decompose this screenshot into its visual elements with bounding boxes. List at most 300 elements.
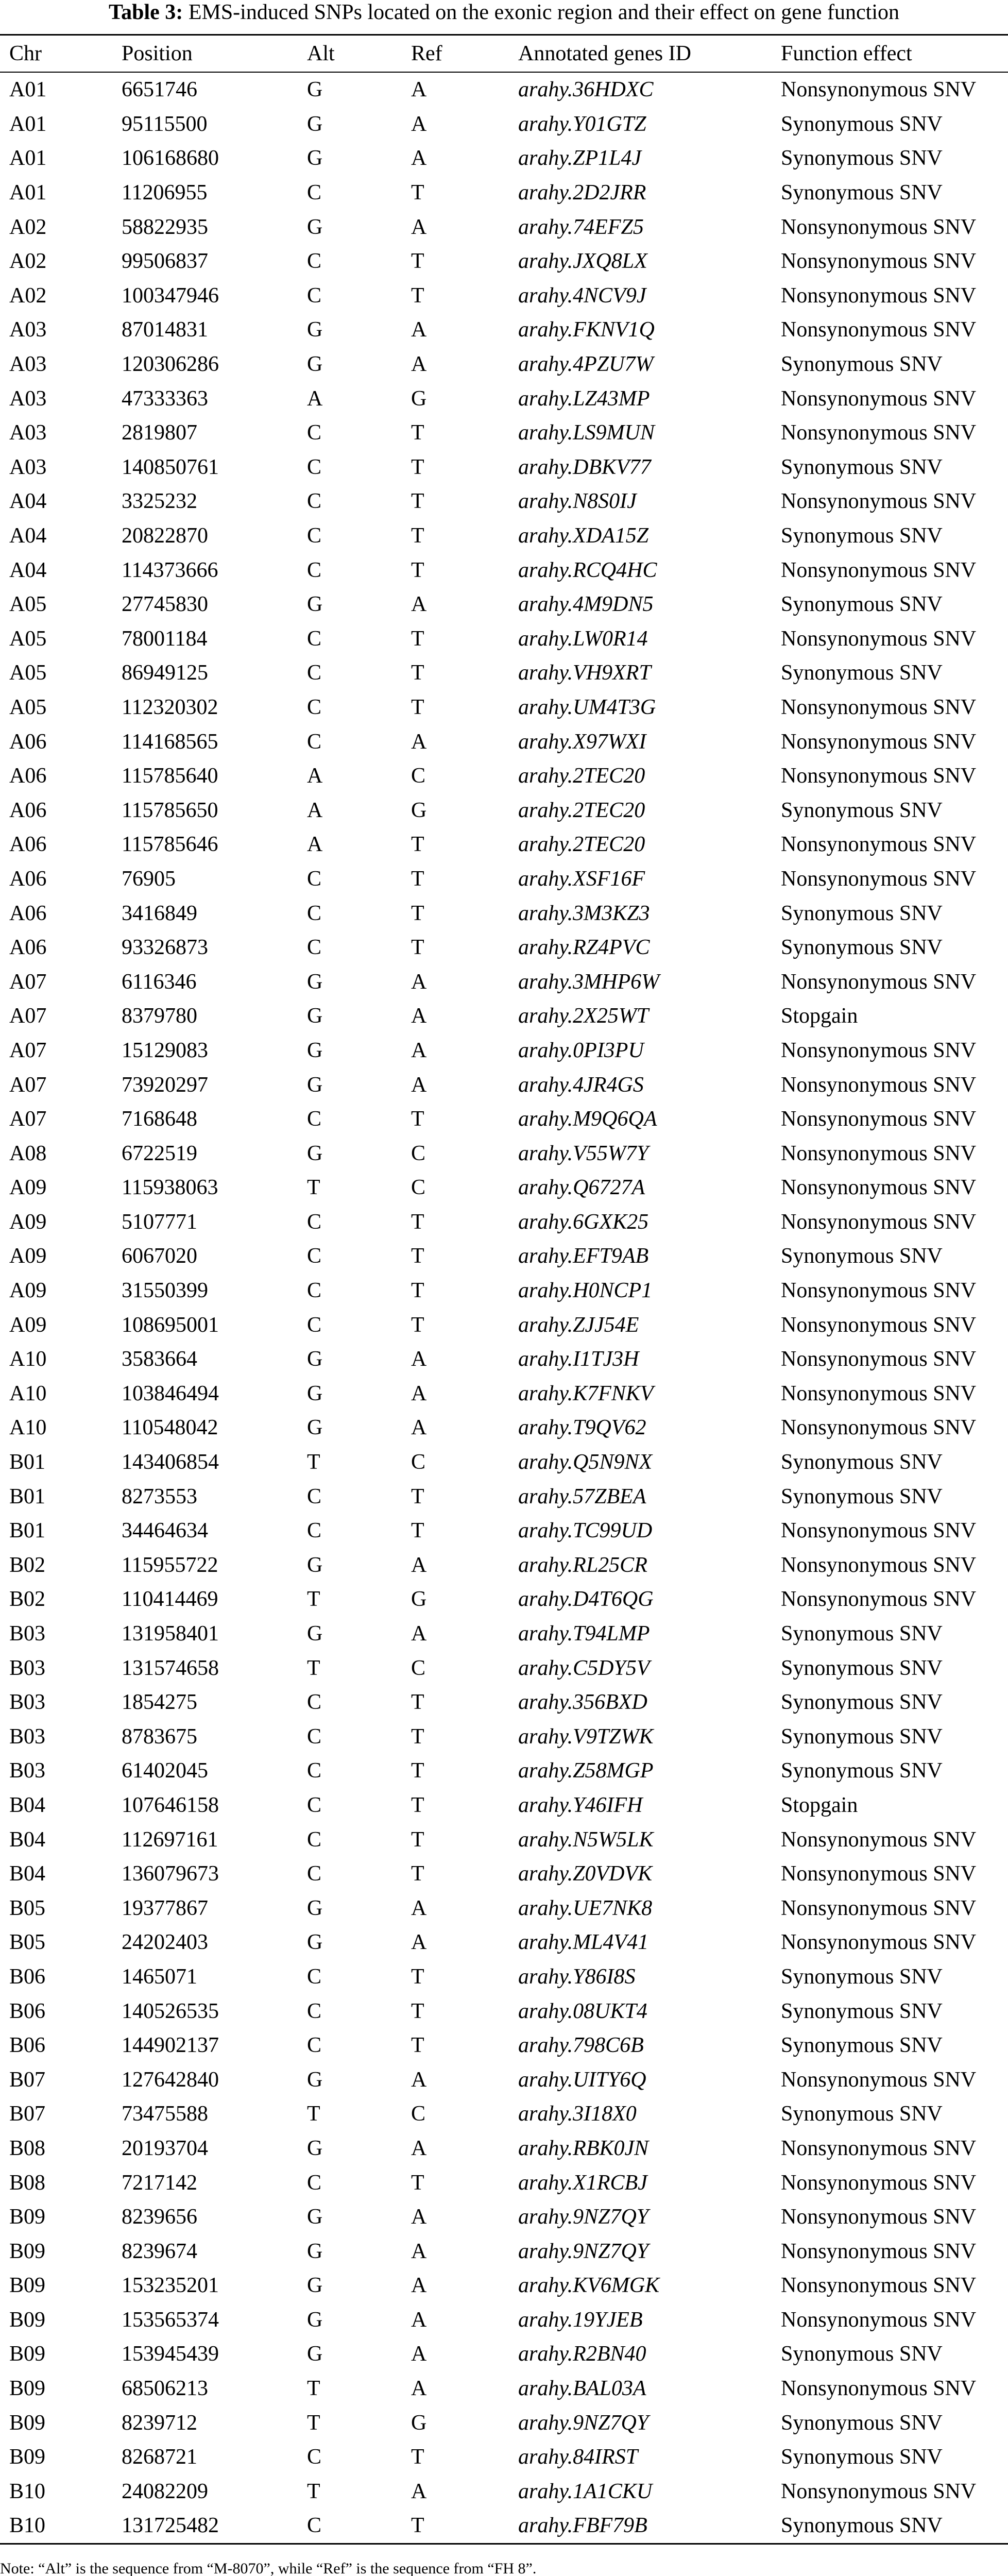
cell-chr: A06 (9, 730, 47, 754)
table-row (0, 381, 1008, 416)
cell-gene-id: arahy.Z0VDVK (518, 1862, 653, 1886)
cell-ref: A (411, 318, 427, 342)
cell-alt: T (307, 1176, 320, 1200)
cell-ref: T (411, 421, 424, 445)
table-row (0, 587, 1008, 622)
cell-chr: B10 (9, 2479, 46, 2503)
table-row (0, 2200, 1008, 2234)
cell-alt: C (307, 181, 322, 205)
cell-chr: B05 (9, 1896, 46, 1920)
cell-position: 143406854 (122, 1450, 219, 1475)
cell-function-effect: Synonymous SNV (781, 112, 943, 136)
table-body (0, 72, 1008, 2544)
table-row (0, 519, 1008, 553)
table-row (0, 1754, 1008, 1788)
table-row (0, 2028, 1008, 2063)
table-row (0, 1994, 1008, 2028)
cell-ref: C (411, 1656, 426, 1680)
cell-gene-id: arahy.2X25WT (518, 1004, 649, 1028)
cell-chr: A09 (9, 1244, 47, 1268)
cell-alt: A (307, 386, 323, 411)
cell-ref: T (411, 524, 424, 548)
cell-ref: T (411, 1862, 424, 1886)
cell-alt: C (307, 1690, 322, 1715)
cell-gene-id: arahy.4JR4GS (518, 1073, 644, 1097)
cell-alt: C (307, 1210, 322, 1234)
cell-function-effect: Synonymous SNV (781, 352, 943, 377)
cell-position: 136079673 (122, 1862, 219, 1886)
cell-chr: B09 (9, 2308, 46, 2332)
cell-position: 115785646 (122, 833, 218, 857)
cell-alt: C (307, 2445, 322, 2469)
cell-position: 3325232 (122, 489, 197, 514)
cell-chr: B03 (9, 1690, 46, 1715)
cell-position: 8783675 (122, 1724, 197, 1749)
cell-alt: G (307, 1004, 323, 1028)
table-row (0, 1720, 1008, 1754)
cell-gene-id: arahy.ML4V41 (518, 1930, 649, 1955)
cell-ref: A (411, 2274, 427, 2298)
cell-alt: G (307, 1416, 323, 1440)
cell-gene-id: arahy.9NZ7QY (518, 2205, 649, 2229)
table-row (0, 2440, 1008, 2475)
cell-alt: C (307, 2171, 322, 2195)
cell-position: 110414469 (122, 1587, 218, 1612)
cell-function-effect: Synonymous SNV (781, 592, 943, 617)
table-row (0, 2268, 1008, 2303)
cell-gene-id: arahy.4PZU7W (518, 352, 654, 377)
cell-gene-id: arahy.2TEC20 (518, 833, 645, 857)
table-row (0, 1788, 1008, 1823)
table-row (0, 416, 1008, 450)
cell-function-effect: Nonsynonymous SNV (781, 2239, 977, 2263)
cell-function-effect: Nonsynonymous SNV (781, 1930, 977, 1955)
cell-ref: C (411, 2102, 426, 2126)
cell-gene-id: arahy.57ZBEA (518, 1484, 646, 1509)
table-row (0, 1479, 1008, 1514)
cell-ref: T (411, 867, 424, 891)
cell-position: 7168648 (122, 1107, 197, 1131)
cell-alt: G (307, 78, 323, 102)
cell-function-effect: Synonymous SNV (781, 936, 943, 960)
cell-chr: B03 (9, 1759, 46, 1783)
column-header-gene-id: Annotated genes ID (518, 42, 691, 65)
cell-gene-id: arahy.2D2JRR (518, 181, 646, 205)
cell-gene-id: arahy.Y01GTZ (518, 112, 646, 136)
cell-gene-id: arahy.3MHP6W (518, 970, 660, 994)
table-row (0, 1857, 1008, 1891)
cell-position: 1854275 (122, 1690, 197, 1715)
cell-position: 3583664 (122, 1347, 197, 1371)
cell-gene-id: arahy.UE7NK8 (518, 1896, 653, 1920)
cell-function-effect: Synonymous SNV (781, 1759, 943, 1783)
cell-ref: A (411, 146, 427, 171)
cell-ref: T (411, 833, 424, 857)
table-row (0, 2131, 1008, 2166)
cell-function-effect: Stopgain (781, 1004, 858, 1028)
cell-gene-id: arahy.FKNV1Q (518, 318, 655, 342)
table-row (0, 450, 1008, 485)
cell-alt: C (307, 1313, 322, 1337)
cell-gene-id: arahy.6GXK25 (518, 1210, 649, 1234)
cell-chr: B06 (9, 1999, 46, 2023)
cell-ref: A (411, 1347, 427, 1371)
table-row (0, 827, 1008, 862)
cell-alt: C (307, 1827, 322, 1852)
cell-gene-id: arahy.3M3KZ3 (518, 901, 650, 925)
cell-ref: A (411, 112, 427, 136)
cell-chr: A05 (9, 661, 47, 685)
cell-chr: B01 (9, 1519, 46, 1543)
cell-ref: T (411, 283, 424, 308)
cell-alt: C (307, 1862, 322, 1886)
cell-position: 112697161 (122, 1827, 218, 1852)
cell-position: 61402045 (122, 1759, 208, 1783)
cell-function-effect: Nonsynonymous SNV (781, 2136, 977, 2160)
cell-chr: B01 (9, 1450, 46, 1475)
table-caption-label: Table 3: (108, 1, 183, 24)
cell-chr: B09 (9, 2205, 46, 2229)
table-row (0, 2234, 1008, 2268)
table-row (0, 930, 1008, 965)
cell-gene-id: arahy.EFT9AB (518, 1244, 649, 1268)
cell-function-effect: Synonymous SNV (781, 798, 943, 822)
cell-ref: A (411, 2479, 427, 2503)
cell-gene-id: arahy.T94LMP (518, 1622, 650, 1646)
cell-gene-id: arahy.Q5N9NX (518, 1450, 653, 1475)
cell-alt: G (307, 592, 323, 617)
table-header-row (0, 35, 1008, 73)
cell-position: 153945439 (122, 2342, 219, 2366)
cell-alt: C (307, 1279, 322, 1303)
cell-chr: A02 (9, 249, 47, 274)
cell-position: 93326873 (122, 936, 208, 960)
cell-ref: A (411, 352, 427, 377)
cell-position: 95115500 (122, 112, 208, 136)
cell-position: 87014831 (122, 318, 208, 342)
cell-gene-id: arahy.RZ4PVC (518, 936, 650, 960)
cell-chr: A04 (9, 524, 47, 548)
cell-chr: B09 (9, 2274, 46, 2298)
cell-alt: T (307, 1587, 320, 1612)
cell-chr: A09 (9, 1176, 47, 1200)
table-row (0, 656, 1008, 690)
cell-ref: A (411, 78, 427, 102)
cell-position: 103846494 (122, 1381, 219, 1405)
cell-alt: C (307, 1793, 322, 1817)
cell-ref: A (411, 1622, 427, 1646)
cell-alt: G (307, 2239, 323, 2263)
table-row (0, 1033, 1008, 1068)
cell-position: 20822870 (122, 524, 208, 548)
cell-ref: T (411, 2171, 424, 2195)
cell-position: 115938063 (122, 1176, 218, 1200)
table-row (0, 2303, 1008, 2337)
cell-chr: B03 (9, 1622, 46, 1646)
cell-function-effect: Nonsynonymous SNV (781, 558, 977, 582)
cell-ref: T (411, 558, 424, 582)
cell-function-effect: Nonsynonymous SNV (781, 1416, 977, 1440)
cell-function-effect: Synonymous SNV (781, 524, 943, 548)
cell-chr: B04 (9, 1862, 46, 1886)
cell-function-effect: Nonsynonymous SNV (781, 386, 977, 411)
cell-alt: G (307, 2274, 323, 2298)
cell-position: 131725482 (122, 2514, 219, 2538)
cell-ref: T (411, 2514, 424, 2538)
cell-ref: C (411, 1141, 426, 1165)
cell-gene-id: arahy.Q6727A (518, 1176, 645, 1200)
cell-function-effect: Nonsynonymous SNV (781, 1107, 977, 1131)
cell-alt: C (307, 283, 322, 308)
table-row (0, 553, 1008, 587)
cell-chr: A03 (9, 386, 47, 411)
cell-alt: C (307, 1999, 322, 2023)
cell-chr: A06 (9, 867, 47, 891)
table-row (0, 1274, 1008, 1308)
cell-gene-id: arahy.RBK0JN (518, 2136, 649, 2160)
cell-ref: A (411, 1930, 427, 1955)
cell-ref: A (411, 592, 427, 617)
cell-alt: G (307, 1622, 323, 1646)
cell-function-effect: Synonymous SNV (781, 661, 943, 685)
cell-gene-id: arahy.LZ43MP (518, 386, 650, 411)
cell-alt: G (307, 1038, 323, 1062)
cell-position: 115785640 (122, 764, 218, 788)
cell-alt: C (307, 936, 322, 960)
cell-gene-id: arahy.RCQ4HC (518, 558, 657, 582)
cell-gene-id: arahy.I1TJ3H (518, 1347, 639, 1371)
cell-position: 27745830 (122, 592, 208, 617)
cell-ref: A (411, 1004, 427, 1028)
cell-alt: C (307, 661, 322, 685)
cell-position: 24202403 (122, 1930, 208, 1955)
table-row (0, 2165, 1008, 2200)
table-row (0, 1651, 1008, 1685)
cell-chr: A09 (9, 1210, 47, 1234)
cell-position: 131574658 (122, 1656, 219, 1680)
cell-chr: B07 (9, 2067, 46, 2092)
cell-alt: G (307, 1381, 323, 1405)
cell-ref: T (411, 695, 424, 719)
cell-function-effect: Nonsynonymous SNV (781, 970, 977, 994)
cell-chr: B10 (9, 2514, 46, 2538)
cell-function-effect: Nonsynonymous SNV (781, 1073, 977, 1097)
table-row (0, 2509, 1008, 2544)
cell-function-effect: Synonymous SNV (781, 1484, 943, 1509)
cell-chr: A01 (9, 146, 47, 171)
cell-gene-id: arahy.1A1CKU (518, 2479, 653, 2503)
cell-function-effect: Nonsynonymous SNV (781, 1827, 977, 1852)
cell-chr: A04 (9, 489, 47, 514)
table-caption (0, 0, 1008, 25)
cell-gene-id: arahy.N5W5LK (518, 1827, 654, 1852)
cell-ref: G (411, 798, 427, 822)
cell-chr: B09 (9, 2239, 46, 2263)
cell-ref: G (411, 1587, 427, 1612)
cell-alt: G (307, 215, 323, 239)
cell-function-effect: Nonsynonymous SNV (781, 2377, 977, 2401)
cell-gene-id: arahy.XDA15Z (518, 524, 649, 548)
cell-alt: G (307, 1930, 323, 1955)
cell-function-effect: Synonymous SNV (781, 2102, 943, 2126)
cell-position: 112320302 (122, 695, 218, 719)
cell-gene-id: arahy.Y46IFH (518, 1793, 643, 1817)
cell-alt: G (307, 318, 323, 342)
cell-ref: A (411, 1416, 427, 1440)
cell-position: 15129083 (122, 1038, 208, 1062)
cell-position: 127642840 (122, 2067, 219, 2092)
cell-chr: A05 (9, 695, 47, 719)
table-row (0, 2405, 1008, 2440)
cell-function-effect: Nonsynonymous SNV (781, 1896, 977, 1920)
cell-chr: A06 (9, 936, 47, 960)
cell-chr: B09 (9, 2377, 46, 2401)
table-row (0, 2371, 1008, 2406)
cell-ref: A (411, 1073, 427, 1097)
cell-function-effect: Stopgain (781, 1793, 858, 1817)
cell-function-effect: Nonsynonymous SNV (781, 1141, 977, 1165)
cell-ref: T (411, 901, 424, 925)
cell-alt: C (307, 867, 322, 891)
cell-ref: A (411, 1896, 427, 1920)
cell-ref: A (411, 2342, 427, 2366)
cell-chr: B08 (9, 2136, 46, 2160)
table-row (0, 690, 1008, 725)
cell-function-effect: Synonymous SNV (781, 1724, 943, 1749)
cell-function-effect: Synonymous SNV (781, 146, 943, 171)
table-row (0, 141, 1008, 176)
table-row (0, 724, 1008, 759)
cell-chr: A01 (9, 181, 47, 205)
cell-function-effect: Nonsynonymous SNV (781, 2274, 977, 2298)
cell-function-effect: Nonsynonymous SNV (781, 1381, 977, 1405)
cell-gene-id: arahy.UM4T3G (518, 695, 656, 719)
cell-function-effect: Nonsynonymous SNV (781, 764, 977, 788)
table-row (0, 2337, 1008, 2371)
cell-function-effect: Nonsynonymous SNV (781, 867, 977, 891)
cell-alt: C (307, 1244, 322, 1268)
cell-ref: G (411, 2411, 427, 2435)
cell-alt: T (307, 2411, 320, 2435)
cell-function-effect: Synonymous SNV (781, 1622, 943, 1646)
cell-position: 19377867 (122, 1896, 208, 1920)
cell-alt: G (307, 2342, 323, 2366)
cell-gene-id: arahy.0PI3PU (518, 1038, 644, 1062)
cell-gene-id: arahy.UITY6Q (518, 2067, 646, 2092)
cell-ref: T (411, 1999, 424, 2023)
cell-function-effect: Synonymous SNV (781, 2342, 943, 2366)
cell-function-effect: Nonsynonymous SNV (781, 695, 977, 719)
cell-position: 108695001 (122, 1313, 219, 1337)
cell-alt: G (307, 112, 323, 136)
cell-function-effect: Nonsynonymous SNV (781, 78, 977, 102)
table-row (0, 1617, 1008, 1651)
cell-ref: T (411, 1690, 424, 1715)
cell-chr: B02 (9, 1553, 46, 1577)
cell-function-effect: Synonymous SNV (781, 455, 943, 479)
cell-gene-id: arahy.C5DY5V (518, 1656, 650, 1680)
cell-function-effect: Synonymous SNV (781, 2411, 943, 2435)
cell-position: 78001184 (122, 626, 208, 651)
cell-gene-id: arahy.V9TZWK (518, 1724, 654, 1749)
cell-ref: T (411, 661, 424, 685)
table-row (0, 2062, 1008, 2097)
cell-gene-id: arahy.19YJEB (518, 2308, 643, 2332)
cell-function-effect: Nonsynonymous SNV (781, 1279, 977, 1303)
table-row (0, 1891, 1008, 1925)
cell-gene-id: arahy.2TEC20 (518, 798, 645, 822)
cell-position: 8379780 (122, 1004, 197, 1028)
cell-ref: A (411, 1381, 427, 1405)
cell-gene-id: arahy.X1RCBJ (518, 2171, 647, 2195)
cell-ref: T (411, 455, 424, 479)
cell-ref: T (411, 181, 424, 205)
cell-ref: T (411, 1484, 424, 1509)
cell-alt: C (307, 524, 322, 548)
cell-position: 31550399 (122, 1279, 208, 1303)
cell-chr: A09 (9, 1279, 47, 1303)
cell-position: 20193704 (122, 2136, 208, 2160)
cell-position: 73475588 (122, 2102, 208, 2126)
cell-position: 144902137 (122, 2033, 219, 2058)
cell-position: 8239674 (122, 2239, 197, 2263)
cell-position: 6651746 (122, 78, 197, 102)
cell-function-effect: Nonsynonymous SNV (781, 1862, 977, 1886)
cell-function-effect: Nonsynonymous SNV (781, 2067, 977, 2092)
cell-chr: B09 (9, 2342, 46, 2366)
cell-gene-id: arahy.LS9MUN (518, 421, 655, 445)
cell-ref: C (411, 1176, 426, 1200)
cell-position: 6116346 (122, 970, 197, 994)
cell-position: 106168680 (122, 146, 219, 171)
cell-position: 115785650 (122, 798, 218, 822)
cell-gene-id: arahy.VH9XRT (518, 661, 651, 685)
cell-chr: B05 (9, 1930, 46, 1955)
cell-chr: A06 (9, 833, 47, 857)
table-row (0, 347, 1008, 382)
cell-gene-id: arahy.XSF16F (518, 867, 645, 891)
cell-gene-id: arahy.TC99UD (518, 1519, 653, 1543)
cell-function-effect: Synonymous SNV (781, 1244, 943, 1268)
cell-function-effect: Nonsynonymous SNV (781, 1210, 977, 1234)
cell-function-effect: Nonsynonymous SNV (781, 283, 977, 308)
cell-chr: B06 (9, 1964, 46, 1989)
cell-position: 73920297 (122, 1073, 208, 1097)
cell-ref: T (411, 626, 424, 651)
cell-alt: A (307, 764, 323, 788)
cell-function-effect: Nonsynonymous SNV (781, 2171, 977, 2195)
cell-function-effect: Nonsynonymous SNV (781, 2205, 977, 2229)
cell-alt: T (307, 2102, 320, 2126)
cell-chr: A06 (9, 764, 47, 788)
cell-ref: A (411, 1038, 427, 1062)
cell-function-effect: Synonymous SNV (781, 901, 943, 925)
cell-chr: B06 (9, 2033, 46, 2058)
cell-alt: C (307, 1519, 322, 1543)
cell-position: 34464634 (122, 1519, 208, 1543)
cell-chr: B02 (9, 1587, 46, 1612)
table-row (0, 1822, 1008, 1857)
cell-alt: C (307, 1724, 322, 1749)
cell-function-effect: Nonsynonymous SNV (781, 2308, 977, 2332)
cell-alt: A (307, 833, 323, 857)
cell-ref: T (411, 1519, 424, 1543)
cell-chr: A09 (9, 1313, 47, 1337)
table-row (0, 1960, 1008, 1994)
cell-gene-id: arahy.N8S0IJ (518, 489, 637, 514)
table-header (0, 35, 1008, 73)
cell-alt: C (307, 558, 322, 582)
